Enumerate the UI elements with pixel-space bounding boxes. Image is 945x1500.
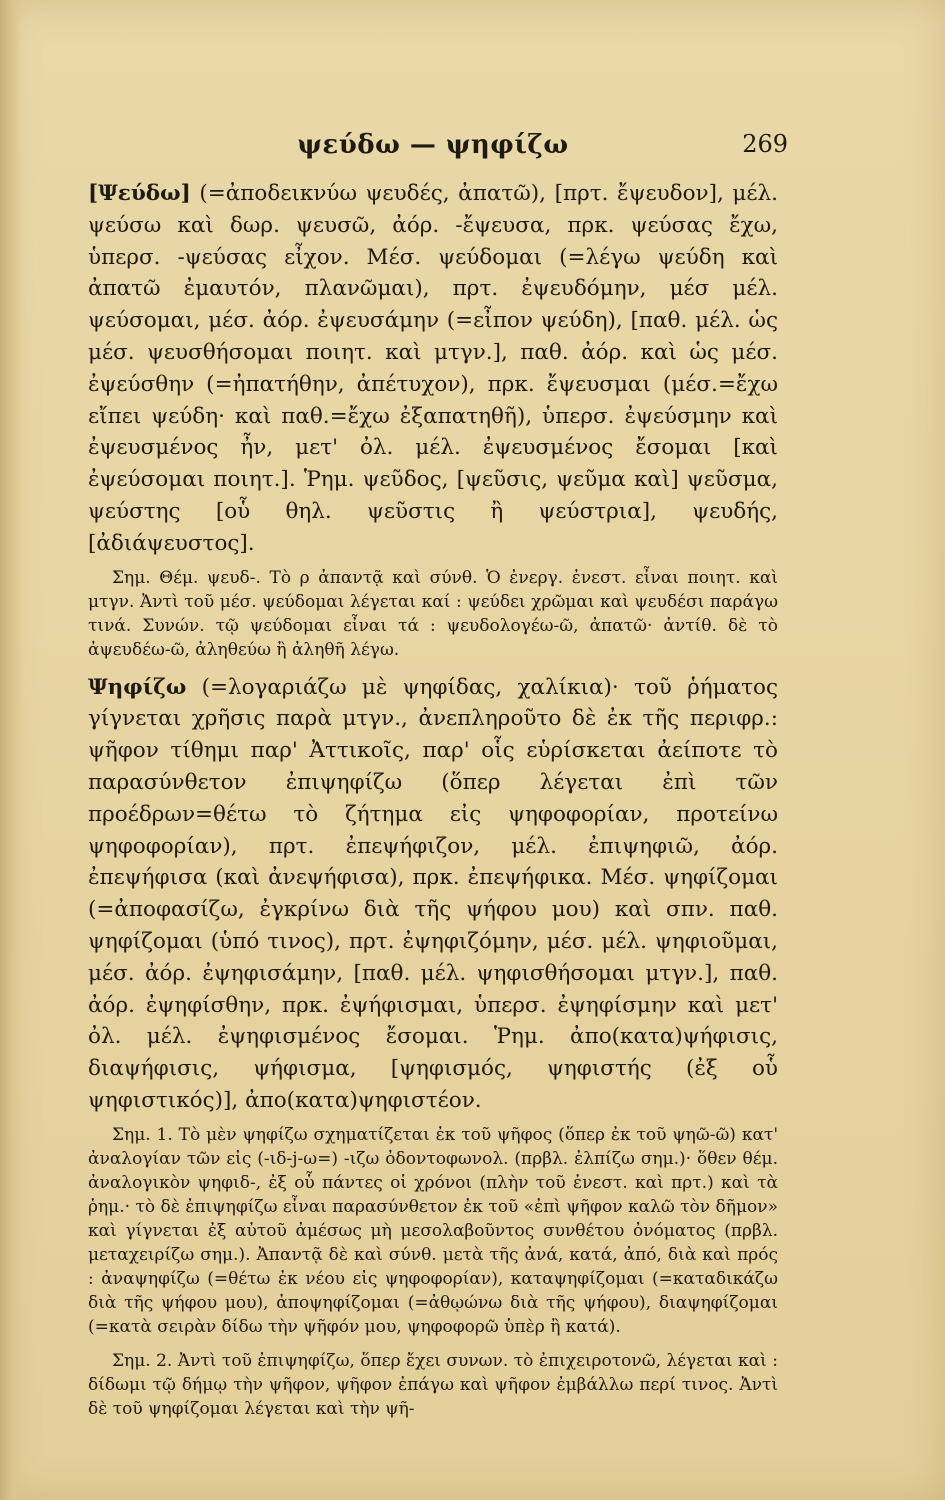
note-psephizo-2 (88, 1349, 778, 1421)
entry-headword: [Ψεύδω] (88, 181, 191, 206)
dictionary-entry-psephizo (88, 672, 778, 1117)
page-number: 269 (742, 130, 788, 158)
page-text (88, 130, 788, 1431)
note-pseudo (88, 566, 778, 662)
running-title: ψεύδω — ψηφίζω (297, 130, 569, 160)
page-spine-shadow (0, 0, 22, 1500)
note-paragraph: Σημ. 2. Ἀντὶ τοῦ ἐπιψηφίζω, ὅπερ ἔχει συνων. τὸ ἐπιχειροτονῶ, λέγεται καὶ : δίδωμι τῷ δήμῳ τὴν ψῆφον, ψῆφον ἐπάγω καὶ ψῆφον ἐμβάλλω περί τινος. Ἀντὶ δὲ τοῦ ψηφίζομαι λέγεται καὶ τὴν ψῆ- (88, 1350, 778, 1419)
entry-headword: Ψηφίζω (88, 674, 187, 700)
entry-paragraph (88, 672, 778, 1117)
entry-paragraph (88, 178, 778, 560)
note-paragraph: Σημ. Θέμ. ψευδ-. Τὸ ρ ἀπαντᾷ καὶ σύνθ. Ὁ ἐνεργ. ἐνεστ. εἶναι ποιητ. καὶ μτγν. Ἀντὶ τοῦ μέσ. ψεύδομαι λέγεται καί : ψεύδει χρῶμαι καὶ ψευδέσι παράγω τινά. Συνών. τῷ ψεύδομαι εἶναι τά : ψευδολογέω-ῶ, ἀπατῶ· ἀντίθ. δὲ τὸ ἀψευδέω-ῶ, ἀληθεύω ἢ ἀληθῆ λέγω. (88, 567, 778, 660)
dictionary-entry-pseudo (88, 178, 778, 560)
note-paragraph: Σημ. 1. Τὸ μὲν ψηφίζω σχηματίζεται ἐκ τοῦ ψῆφος (ὅπερ ἐκ τοῦ ψηῶ-ῶ) κατ' ἀναλογίαν τῶν εἰς (-ιδ-j-ω=) -ιζω ὀδοντοφωνολ. (πρβλ. ἐλπίζω σημ.)· ὅθεν θέμ. ἀναλογικὸν ψηφιδ-, ἐξ οὗ πάντες οἱ χρόνοι (πλὴν τοῦ ἐνεστ. καὶ πρτ.) καὶ τὰ ῥημ.· τὸ δὲ ἐπιψηφίζω εἶναι παρασύνθετον ἐκ τοῦ «ἐπὶ ψῆφον καλῶ τὸν δῆμον» καὶ γίγνεται ἐξ αὐτοῦ ἀμέσως μὴ μεσολαβοῦντος συνθέτου ὀνόματος (πρβλ. μεταχειρίζω σημ.). Ἀπαντᾷ δὲ καὶ σύνθ. μετὰ τῆς ἀνά, κατά, ἀπό, διὰ καὶ πρός : ἀναψηφίζω (=θέτω ἐκ νέου εἰς ψηφοφορίαν), καταψηφίζομαι (=καταδικάζω διὰ τῆς ψήφου μου), ἀποψηφίζομαι (=ἀθῳώνω διὰ τῆς ψήφου), διαψηφίζομαι (=κατὰ σειρὰν δίδω τὴν ψῆφόν μου, ψηφοφορῶ ὑπὲρ ἢ κατά). (88, 1124, 778, 1337)
entry-body: (=ἀποδεικνύω ψευδές, ἀπατῶ), [πρτ. ἔψευδον], μέλ. ψεύσω καὶ δωρ. ψευσῶ, ἀόρ. -ἔψευσα, πρκ. ψεύσας ἔχω, ὑπερσ. -ψεύσας εἶχον. Μέσ. ψεύδομαι (=λέγω ψεύδη καὶ ἀπατῶ ἐμαυτόν, πλανῶμαι), πρτ. ἐψευδόμην, μέσ μέλ. ψεύσομαι, μέσ. ἀόρ. ἐψευσάμην (=εἶπον ψεύδη), [παθ. μέλ. ὡς μέσ. ψευσθήσομαι ποιητ. καὶ μτγν.], παθ. ἀόρ. καὶ ὡς μέσ. ἐψεύσθην (=ἠπατήθην, ἀπέτυχον), πρκ. ἔψευσμαι (μέσ.=ἔχω εἴπει ψεύδη· καὶ παθ.=ἔχω ἐξαπατηθῆ), ὑπερσ. ἐψεύσμην καὶ ἐψευσμένος ἦν, μετ' ὀλ. μέλ. ἐψευσμένος ἔσομαι [καὶ ἐψεύσομαι ποιητ.]. Ῥημ. ψεῦδος, [ψεῦσις, ψεῦμα καὶ] ψεῦσμα, ψεύστης [οὗ θηλ. ψεῦστις ἢ ψεύστρια], ψευδής, [ἀδιάψευστος]. (88, 181, 778, 556)
entry-body: (=λογαριάζω μὲ ψηφίδας, χαλίκια)· τοῦ ῥήματος γίγνεται χρῆσις παρὰ μτγν., ἀνεπληροῦτο δὲ ἐκ τῆς περιφρ.: ψῆφον τίθημι παρ' Ἀττικοῖς, παρ' οἷς εὑρίσκεται ἀείποτε τὸ παρασύνθετον ἐπιψηφίζω (ὅπερ λέγεται ἐπὶ τῶν προέδρων=θέτω τὸ ζήτημα εἰς ψηφοφορίαν, προτείνω ψηφοφορίαν), πρτ. ἐπεψήφιζον, μέλ. ἐπιψηφιῶ, ἀόρ. ἐπεψήφισα (καὶ ἀνεψήφισα), πρκ. ἐπεψήφικα. Μέσ. ψηφίζομαι (=ἀποφασίζω, ἐγκρίνω διὰ τῆς ψήφου μου) καὶ σπν. παθ. ψηφίζομαι (ὑπό τινος), πρτ. ἐψηφιζόμην, μέσ. μέλ. ψηφιοῦμαι, μέσ. ἀόρ. ἐψηφισάμην, [παθ. μέλ. ψηφισθήσομαι μτγν.], παθ. ἀόρ. ἐψηφίσθην, πρκ. ἐψήφισμαι, ὑπερσ. ἐψηφίσμην καὶ μετ' ὀλ. μέλ. ἐψηφισμένος ἔσομαι. Ῥημ. ἀπο(κατα)ψήφισις, διαψήφισις, ψήφισμα, [ψηφισμός, ψηφιστής (ἐξ οὗ ψηφιστικός)], ἀπο(κατα)ψηφιστέον. (88, 674, 778, 1113)
page-header (88, 130, 788, 170)
note-psephizo-1 (88, 1123, 778, 1339)
